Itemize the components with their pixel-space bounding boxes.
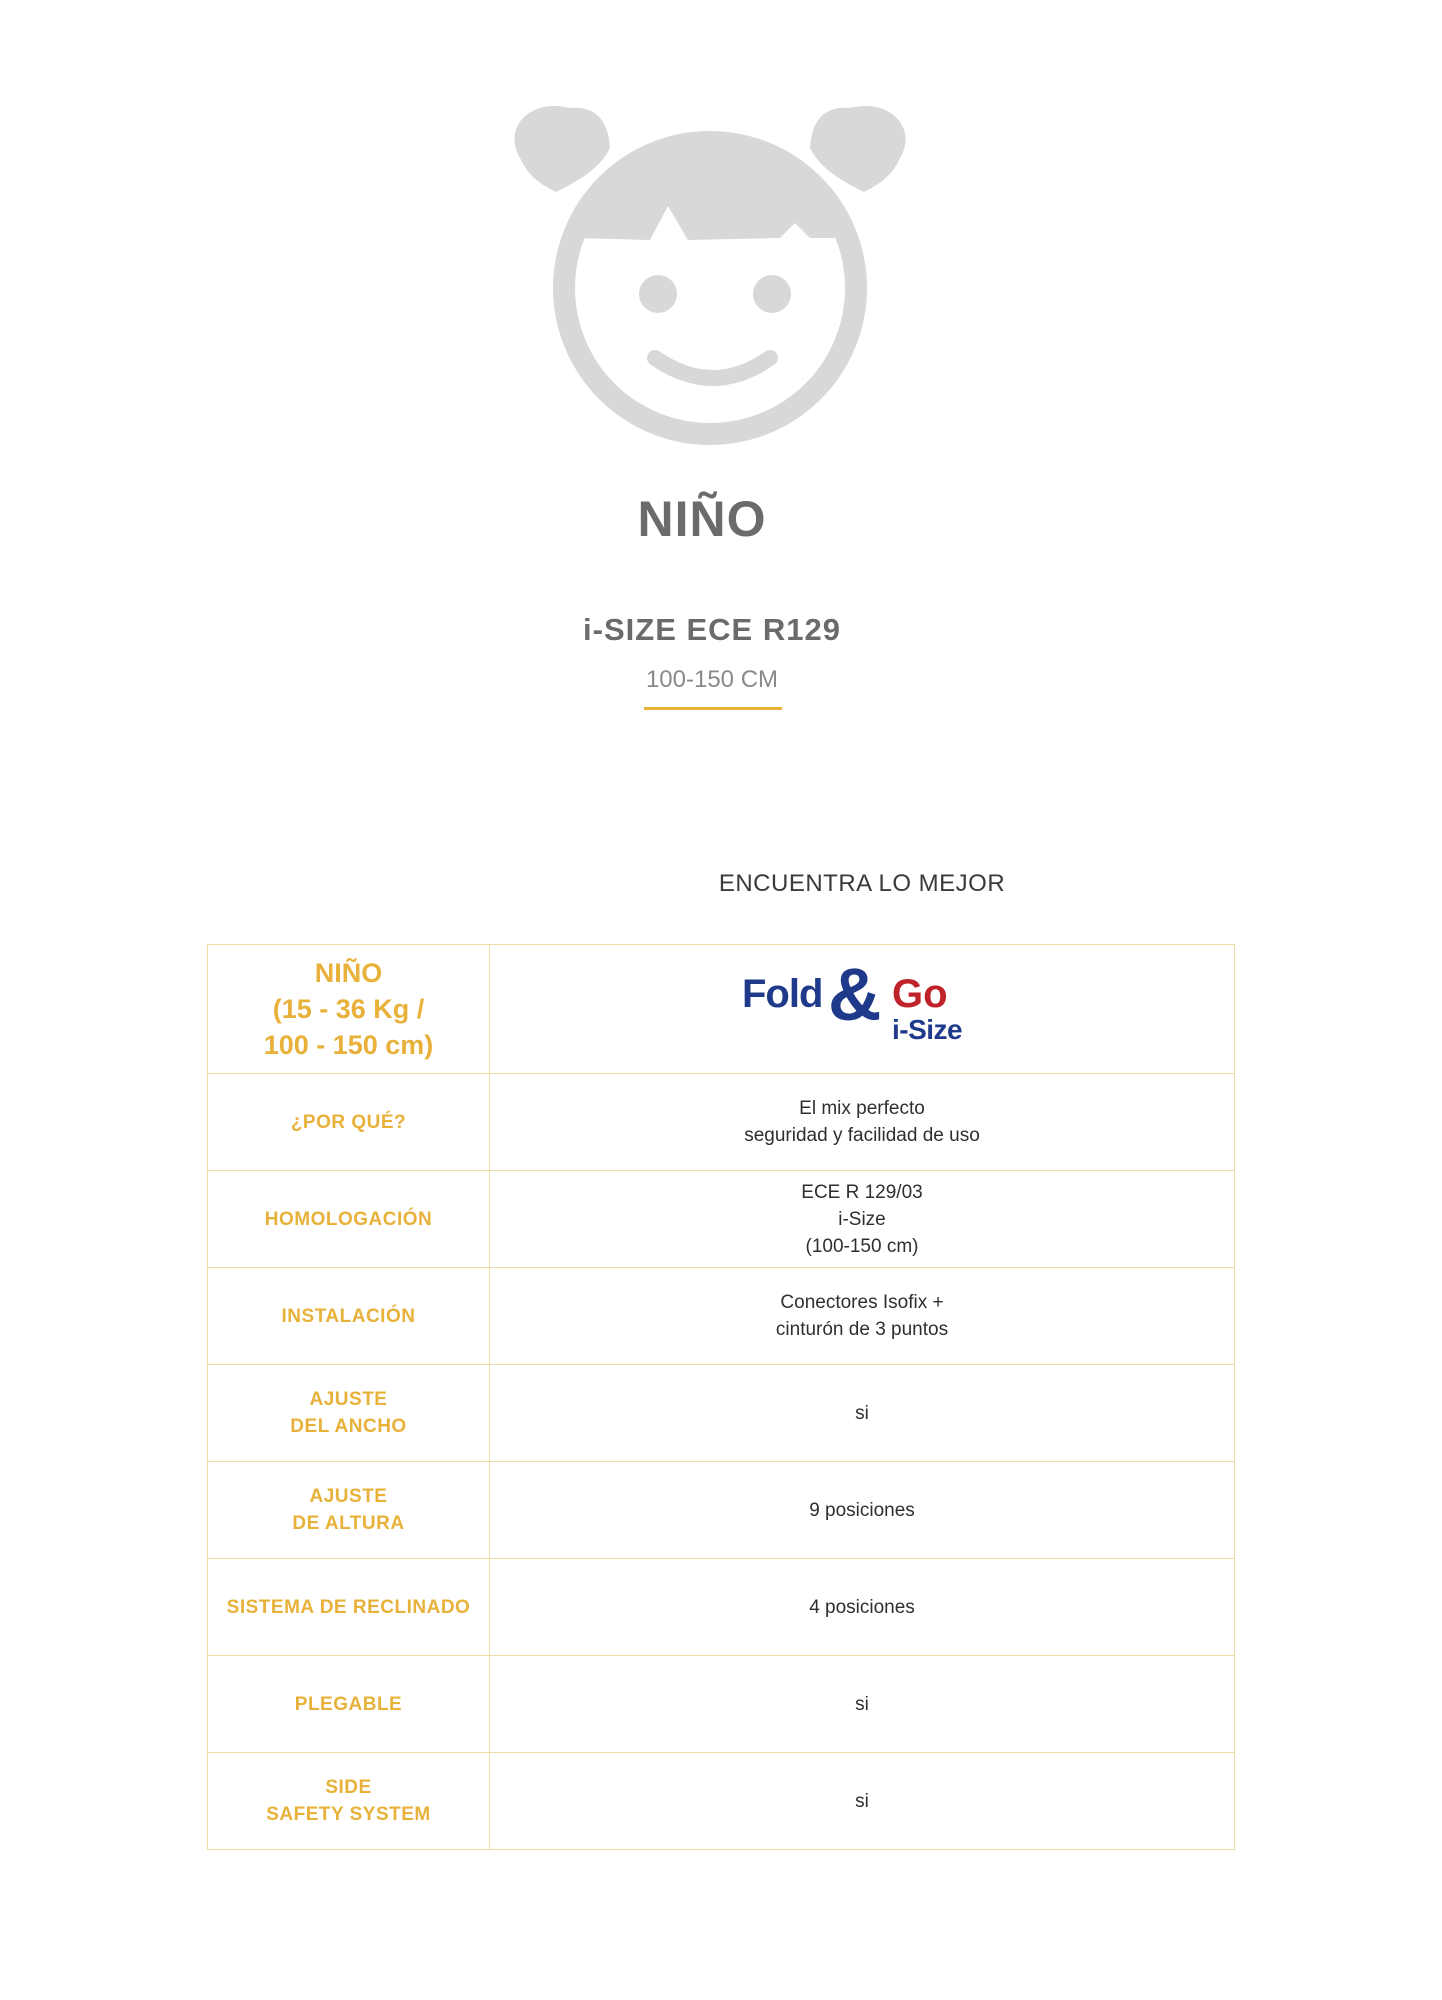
row-label-cell	[208, 1365, 490, 1462]
row-value-line: cinturón de 3 puntos	[775, 1319, 949, 1340]
range-underline	[644, 707, 782, 710]
table-row	[208, 1268, 1235, 1365]
row-value-line: si	[855, 1402, 869, 1424]
row-label-line: SISTEMA DE RECLINADO	[226, 1596, 471, 1618]
row-label-cell	[208, 1074, 490, 1171]
size-range: 100-150 CM	[645, 666, 779, 693]
row-value	[498, 1289, 1226, 1343]
head-label-line: (15 - 36 Kg /	[272, 994, 425, 1024]
row-value-cell	[490, 1656, 1235, 1753]
row-label-line: ¿POR QUÉ?	[290, 1111, 407, 1133]
logo-ampersand: &	[828, 952, 882, 1036]
row-label	[216, 1303, 481, 1330]
girl-face-icon	[510, 88, 910, 448]
head-label-line: 100 - 150 cm)	[263, 1030, 434, 1060]
row-label-cell	[208, 1171, 490, 1268]
row-label-cell	[208, 1753, 490, 1850]
table-row	[208, 1462, 1235, 1559]
section-heading: ENCUENTRA LO MEJOR	[718, 870, 1006, 897]
row-label	[216, 1483, 481, 1537]
row-value-cell	[490, 1268, 1235, 1365]
row-value-cell	[490, 1171, 1235, 1268]
row-label-line: DEL ANCHO	[290, 1416, 407, 1437]
row-value-cell	[490, 1365, 1235, 1462]
row-label-line: SIDE	[325, 1777, 372, 1798]
row-value	[498, 1497, 1226, 1524]
product-logo-cell	[490, 945, 1235, 1074]
row-value-line: (100-150 cm)	[805, 1235, 919, 1257]
row-value-line: Conectores Isofix +	[780, 1292, 944, 1313]
page-title: NIÑO	[637, 491, 767, 547]
row-value	[498, 1788, 1226, 1815]
row-value-cell	[490, 1074, 1235, 1171]
table-row	[208, 1365, 1235, 1462]
logo-isize: i-Size	[892, 1013, 963, 1045]
row-value-line: 4 posiciones	[809, 1596, 915, 1618]
head-label	[216, 955, 481, 1063]
fold-go-logo	[742, 952, 982, 1048]
row-value-cell	[490, 1462, 1235, 1559]
table-head-row	[208, 945, 1235, 1074]
row-value-line: ECE R 129/03	[801, 1181, 923, 1203]
row-value-line: El mix perfecto	[799, 1098, 925, 1119]
row-label	[216, 1691, 481, 1718]
table-row	[208, 1171, 1235, 1268]
head-label-cell	[208, 945, 490, 1074]
row-label	[216, 1774, 481, 1828]
row-label-cell	[208, 1559, 490, 1656]
row-value	[498, 1095, 1226, 1149]
logo-word-fold: Fold	[742, 971, 823, 1016]
row-label-line: PLEGABLE	[294, 1693, 403, 1715]
head-label-line: NIÑO	[314, 958, 383, 988]
row-value-line: i-Size	[838, 1208, 886, 1230]
row-label	[216, 1386, 481, 1440]
table-row	[208, 1753, 1235, 1850]
table-row	[208, 1074, 1235, 1171]
table-row	[208, 1656, 1235, 1753]
row-label	[216, 1594, 481, 1621]
row-value-line: si	[855, 1790, 869, 1812]
row-value	[498, 1594, 1226, 1621]
row-label-line: SAFETY SYSTEM	[266, 1804, 431, 1825]
row-label-line: DE ALTURA	[292, 1513, 405, 1534]
row-label-line: HOMOLOGACIÓN	[264, 1208, 433, 1230]
row-label	[216, 1109, 481, 1136]
table-row	[208, 1559, 1235, 1656]
row-value	[498, 1691, 1226, 1718]
row-value	[498, 1179, 1226, 1260]
row-value-line: si	[855, 1693, 869, 1715]
row-label-line: INSTALACIÓN	[281, 1305, 416, 1327]
row-value	[498, 1400, 1226, 1427]
standard-subtitle: i-SIZE ECE R129	[583, 612, 841, 647]
row-label-cell	[208, 1656, 490, 1753]
spec-table	[207, 944, 1235, 1850]
row-value-cell	[490, 1559, 1235, 1656]
row-label-cell	[208, 1268, 490, 1365]
row-value-line: 9 posiciones	[809, 1499, 915, 1521]
row-value-cell	[490, 1753, 1235, 1850]
row-value-line: seguridad y facilidad de uso	[744, 1125, 980, 1146]
row-label-line: AJUSTE	[309, 1389, 388, 1410]
logo-word-go: Go	[892, 971, 948, 1016]
row-label-cell	[208, 1462, 490, 1559]
row-label	[216, 1206, 481, 1233]
row-label-line: AJUSTE	[309, 1486, 388, 1507]
